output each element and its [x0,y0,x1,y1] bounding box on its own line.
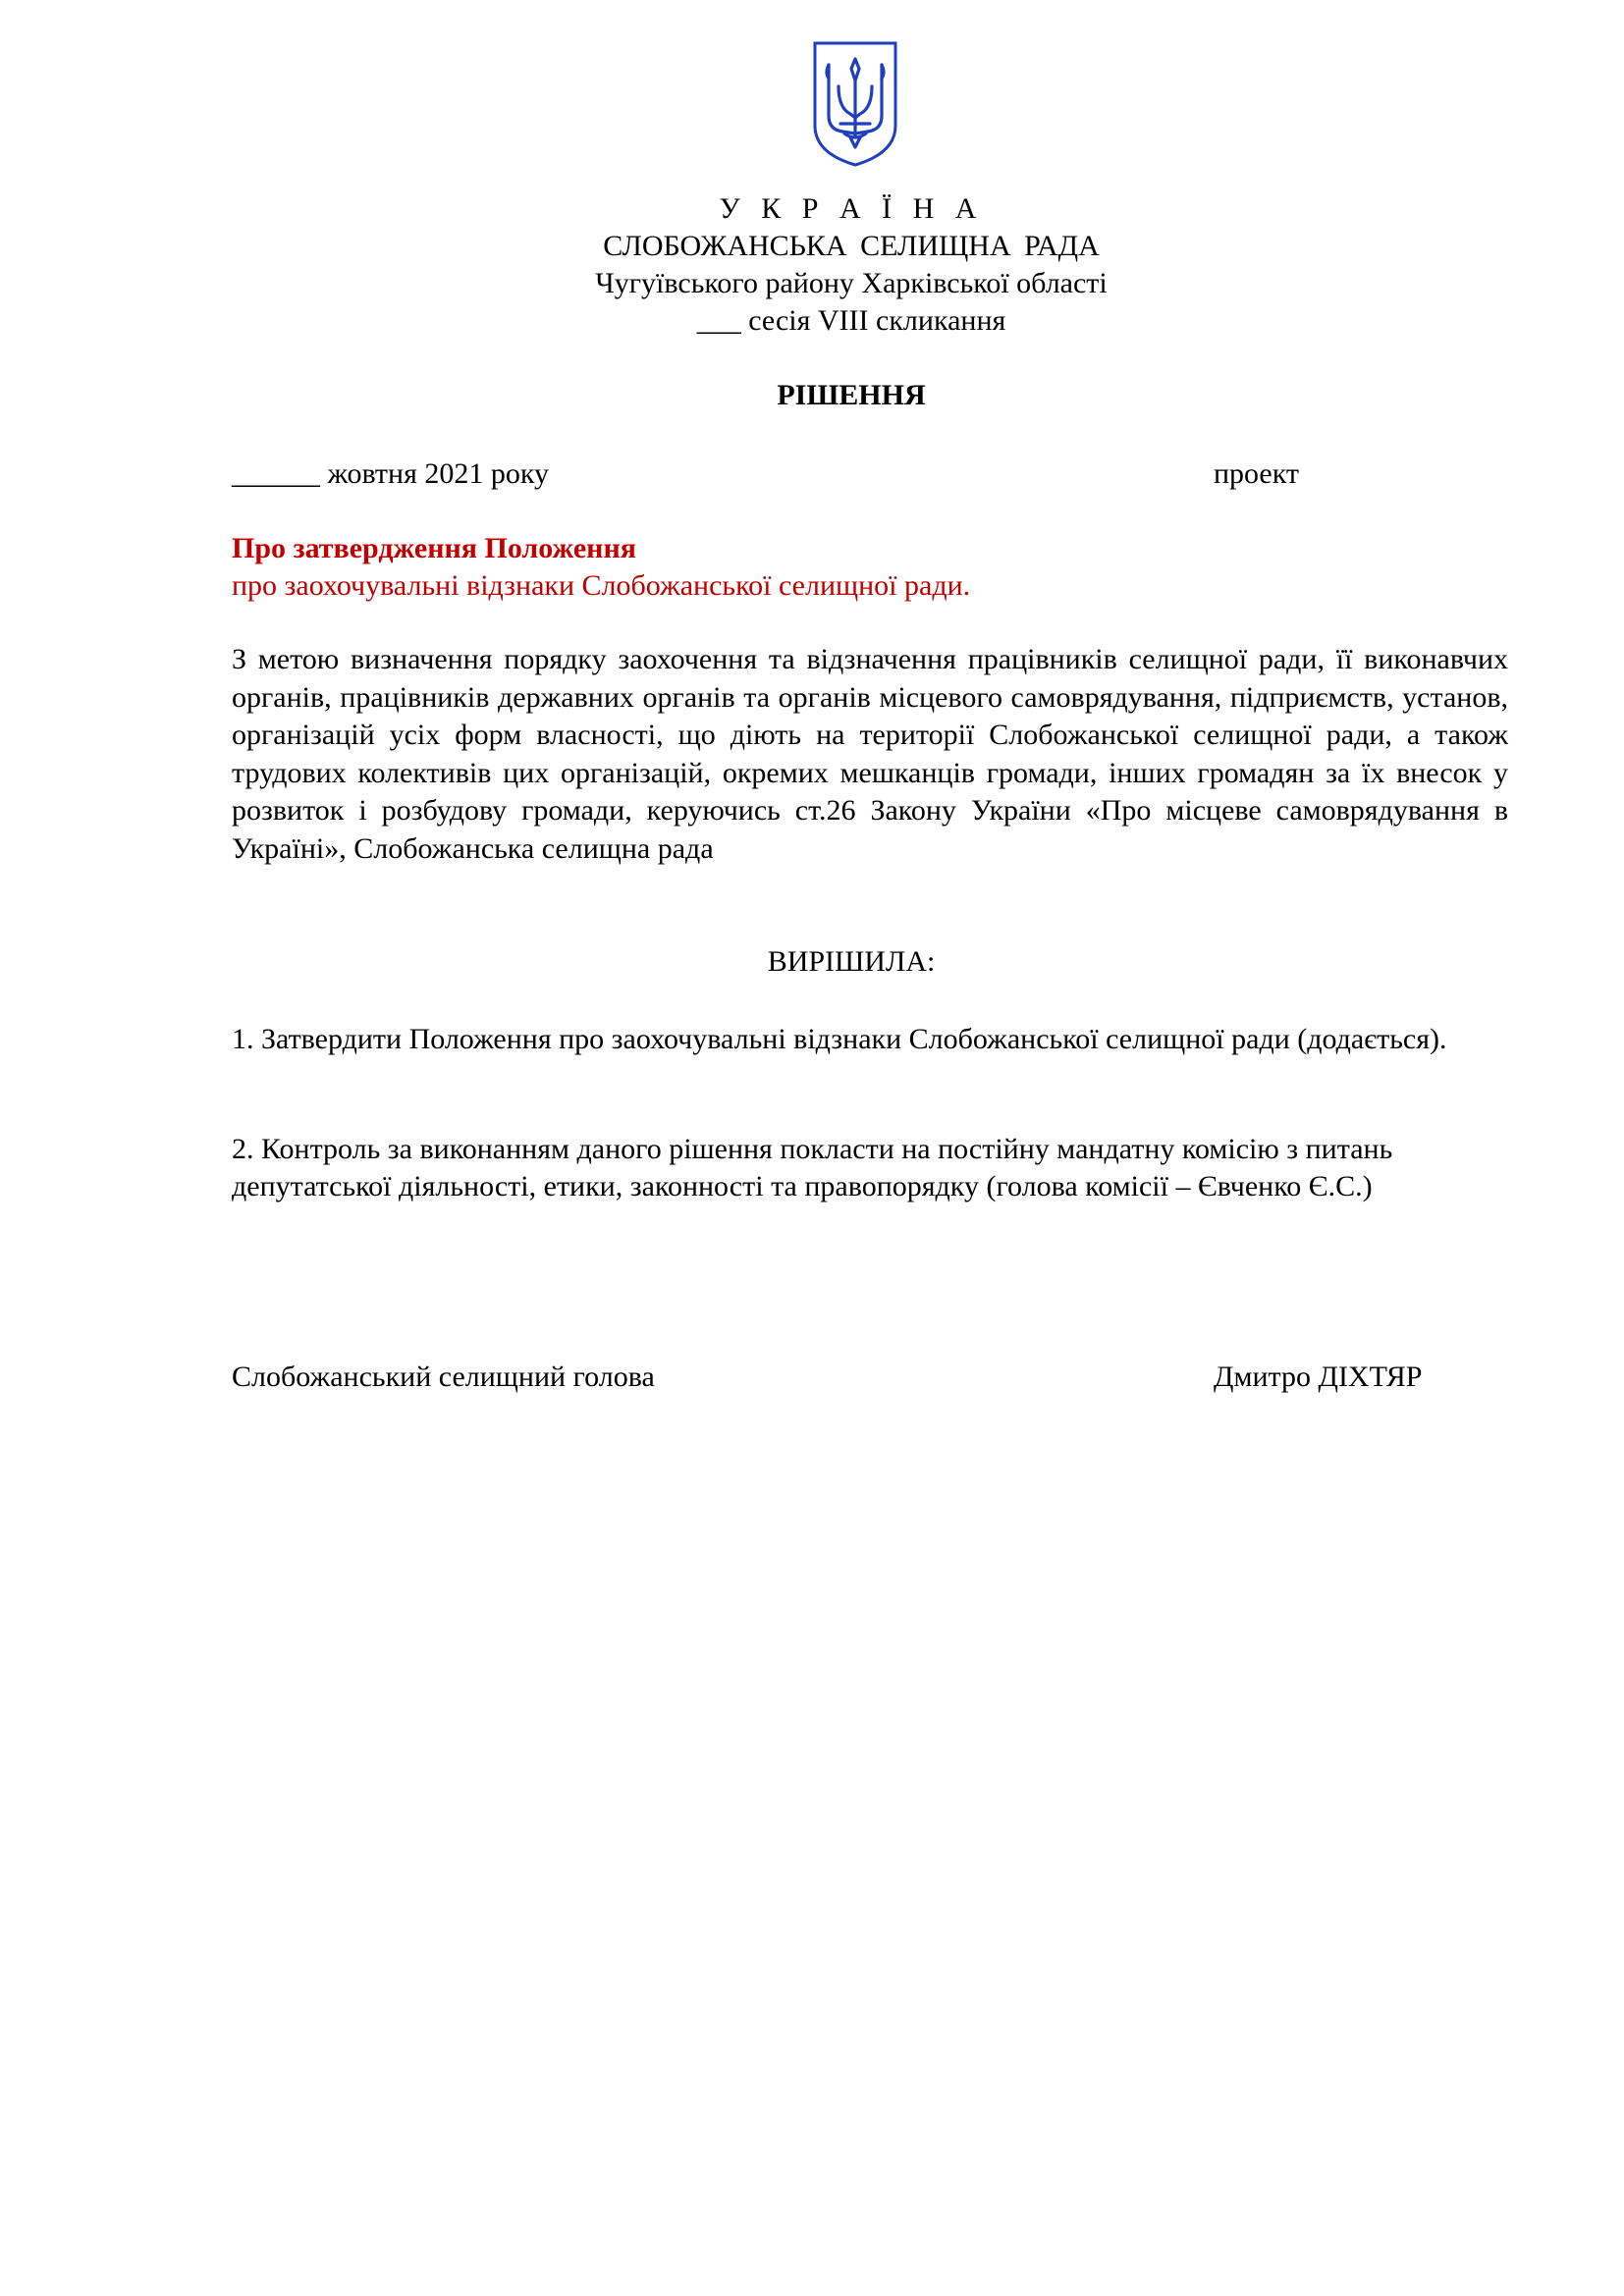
coat-of-arms-trident-icon [811,39,899,169]
subject-line-1: Про затвердження Положення [232,532,636,564]
subject-line-2: про заохочувальні відзнаки Слобожанської селищної ради. [232,569,971,602]
decision-subject [232,530,970,605]
header-session: ___ сесія VIII скликання [696,304,1006,337]
resolution-item-1: 1. Затвердити Положення про заохочувальні відзнаки Слобожанської селищної ради (додається). [232,1023,1447,1055]
resolution-item-2: 2. Контроль за виконанням даного рішення покласти на постійну мандатну комісію з питань депутатської діяльності, етики, законності та правопорядку (голова комісії – Євченко Є.С.) [232,1133,1393,1202]
header-country: У К Р А Ї Н А [719,192,984,225]
draft-mark: проект [1214,457,1300,490]
document-title: РІШЕННЯ [777,379,926,411]
header-district: Чугуївського району Харківської області [595,267,1108,299]
header-council-name: СЛОБОЖАНСЬКА СЕЛИЩНА РАДА [603,230,1100,262]
decision-date: ______ жовтня 2021 року [232,457,550,490]
signature-name: Дмитро ДІХТЯР [1214,1361,1423,1393]
resolved-heading: ВИРІШИЛА: [767,945,936,978]
preamble-paragraph: З метою визначення порядку заохочення та відзначення працівників селищної ради, її виконавчих органів, працівників державних органів та органів місцевого самоврядування, підприємств, установ, організацій усіх форм власності, що діють на території Слобожанської селищної ради, а також трудових колективів цих організацій, окремих мешканців громади, інших громадян за їх внесок у розвиток і розбудову громади, керуючись ст.26 Закону України «Про місцеве самоврядування в Україні», Слобожанська селищна рада [232,643,1508,865]
signature-title: Слобожанський селищний голова [232,1361,655,1393]
